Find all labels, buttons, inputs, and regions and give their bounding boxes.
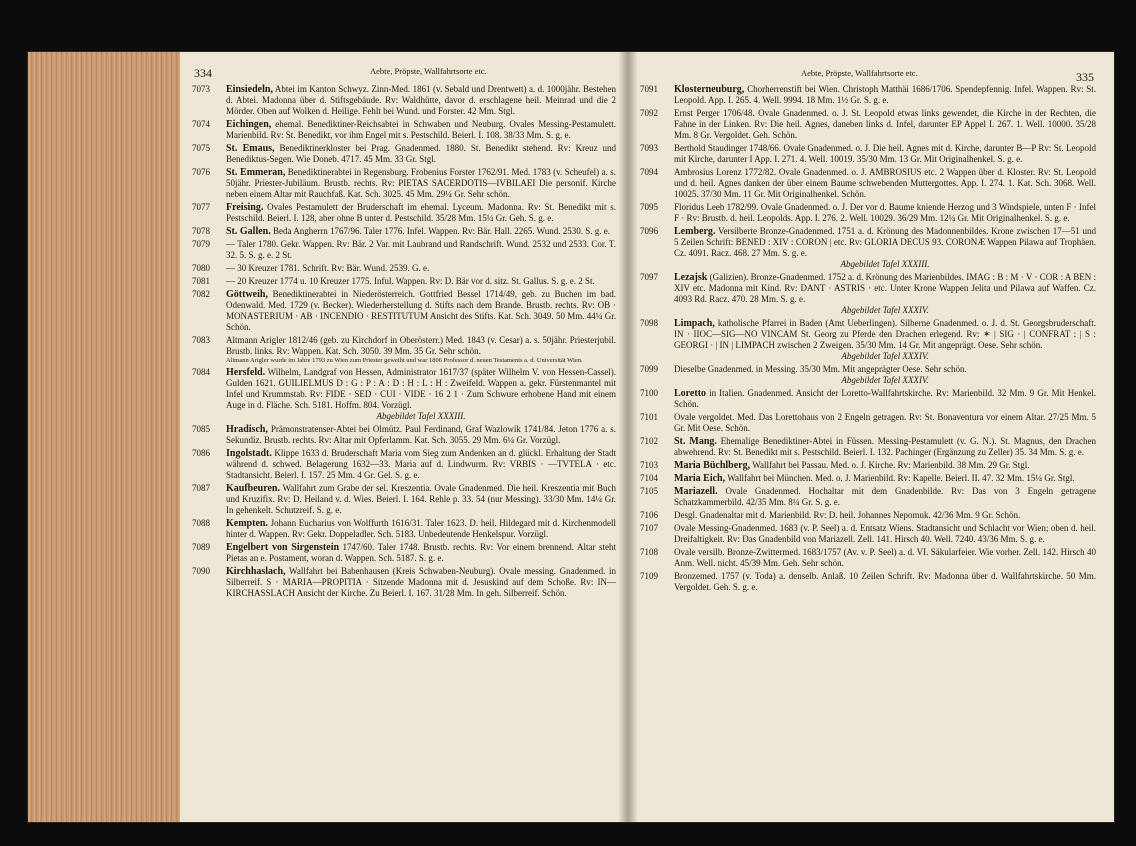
page-number: 334 bbox=[194, 66, 212, 80]
entry-body bbox=[226, 566, 616, 599]
entry-heading: Lezajsk bbox=[674, 272, 708, 283]
entry-text: Ernst Perger 1706/48. Ovale Gnadenmed. o. J. St. Leopold etwas links gewendet, die Kirche in der Rechten, die Fahne in der Linken. Rv: Die heil. Agnes, daneben links d. Infel, darunter EP Appel I. 267. 1. Well. 10000. 35/28 Mm. 8 Gr. Vergoldet. Geh. Schön. bbox=[674, 108, 1096, 140]
entry-text: Ovale vergoldet. Med. Das Lorettohaus von 2 Engeln getragen. Rv: St. Bonaventura vor einem Altar. 27/25 Mm. 5 Gr. Mit Oese. Schön. bbox=[674, 412, 1096, 433]
catalog-entry bbox=[640, 167, 1096, 200]
entry-text: Wallfahrt zum Grabe der sel. Kreszentia. Ovale Gnadenmed. Die heil. Kreszentia mit Buch und Kruzifix. Rv: D. Heiland v. d. Wies. Beierl. I. 164. Rehle p. 33. 54 (nur Messing). 33/30 Mm. 14¼ Gr. In gehenkelt. Schutzreif. S. g. e. bbox=[226, 483, 616, 515]
entry-number: 7086 bbox=[192, 448, 210, 458]
entry-body bbox=[226, 119, 616, 141]
entry-body bbox=[674, 523, 1096, 545]
entry-text: — 20 Kreuzer 1774 u. 10 Kreuzer 1775. Inful. Wappen. Rv: D. Bär vor d. sitz. St. Gallus. S. g. e. 2 St. bbox=[226, 276, 595, 286]
entry-body bbox=[674, 272, 1096, 316]
entry-heading: Göttweih, bbox=[226, 289, 268, 300]
entry-heading: St. Emaus, bbox=[226, 143, 275, 154]
catalog-entry bbox=[640, 318, 1096, 362]
catalog-entry bbox=[640, 364, 1096, 386]
entry-body bbox=[674, 460, 1096, 471]
entry-heading: Limpach, bbox=[674, 318, 715, 329]
entry-number: 7082 bbox=[192, 289, 210, 299]
entry-text: Beda Angherrn 1767/96. Taler 1776. Infel. Wappen. Rv: Bär. Hall. 2265. Wund. 2530. S. g. e. bbox=[272, 226, 610, 236]
entry-heading: Lemberg. bbox=[674, 226, 716, 237]
entry-body bbox=[674, 547, 1096, 569]
catalog-entry bbox=[192, 483, 616, 516]
plate-reference: Abgebildet Tafel XXXIV. bbox=[841, 375, 929, 385]
catalog-entry bbox=[192, 448, 616, 481]
entry-number: 7105 bbox=[640, 486, 658, 496]
entry-text: Bronzemed. 1757 (v. Toda) a. denselb. Anlaß. 10 Zeilen Schrift. Rv: Madonna über d. Wallfahrtskirche. 50 Mm. Vergoldet. Geh. S. g. e. bbox=[674, 571, 1096, 592]
catalog-entry bbox=[192, 239, 616, 261]
entry-text: — 30 Kreuzer 1781. Schrift. Rv: Bär. Wund. 2539. G. e. bbox=[226, 263, 430, 273]
plate-reference: Abgebildet Tafel XXXIV. bbox=[841, 351, 929, 361]
entry-body bbox=[674, 364, 1096, 386]
entry-body bbox=[674, 473, 1096, 484]
entry-text: Prämonstratenser-Abtei bei Olmütz. Paul Ferdinand, Graf Wazlowik 1741/84. Jeton 1776 a. s. Sekundiz. Brustb. rechts. Rv: Altar mit Opferlamm. Kat. Sch. 3055. 29 Mm. 6¼ Gr. Vorzügl. bbox=[226, 424, 616, 445]
entry-text: Abtei im Kanton Schwyz. Zinn-Med. 1861 (v. Sebald und Drentwett) a. d. 1000jähr. Bestehen d. Abtei. Madonna über d. Stiftsgebäude. Rv: Waldhütte, davor d. erschlagene heil. Meinrad und die 2 Mörder. Oben auf Wolken d. Heilige. Fehlt bei Wund. und Forster. 42 Mm. Stgl. bbox=[226, 84, 616, 116]
catalog-entry bbox=[192, 276, 616, 287]
entry-text: Versilberte Bronze-Gnadenmed. 1751 a. d. Krönung des Madonnenbildes. Krone zwischen 17—51 und 5 Zeilen Schrift: BENED : XIV : CORON | etc. Rv: GLORIA DECUS 93. CORONÆ Wappen Pilawa auf Trophäen. Cz. 4091. Racz. 468. 27 Mm. S. g. e. bbox=[674, 226, 1096, 258]
entry-heading: Kaufbeuren. bbox=[226, 483, 280, 494]
catalog-entry bbox=[640, 436, 1096, 458]
entry-number: 7084 bbox=[192, 367, 210, 377]
catalog-entry bbox=[640, 272, 1096, 316]
entry-number: 7095 bbox=[640, 202, 658, 212]
entry-text: Benediktinerabtei in Regensburg. Frobenius Forster 1762/91. Med. 1783 (v. Scheufel) a. s. 50jähr. Priester-Jubiläum. Brustb. rechts. Rv: PIETAS SACERDOTIS—IVBILAEI Die personif. Kirche neben einem Altar mit Rauchfaß. Kat. Sch. 3025. 45 Mm. 29¼ Gr. Sehr schön. bbox=[226, 167, 616, 199]
entry-text: 1747/60. Taler 1748. Brustb. rechts. Rv: Vor einem brennend. Altar steht Pietas an e. Postament, woran d. Wappen. Sch. 5187. S. g. e. bbox=[226, 542, 617, 563]
entry-body bbox=[226, 263, 616, 274]
left-page bbox=[180, 52, 626, 822]
entry-number: 7107 bbox=[640, 523, 658, 533]
catalog-entry bbox=[640, 388, 1096, 410]
book-gutter bbox=[618, 52, 638, 822]
entry-footnote: Altmann Arigler wurde im Jahre 1793 zu Wien zum Priester geweiht und war 1806 Professor d. neuen Testaments a. d. Universität Wien. bbox=[226, 357, 583, 364]
entry-text: Dieselbe Gnadenmed. in Messing. 35/30 Mm. Mit angeprägter Oese. Sehr schön. bbox=[674, 364, 967, 374]
entry-body bbox=[226, 276, 616, 287]
entry-body bbox=[226, 226, 616, 237]
catalog-entry bbox=[640, 486, 1096, 508]
entry-number: 7077 bbox=[192, 202, 210, 212]
catalog-entry bbox=[192, 367, 616, 422]
catalog-entry bbox=[192, 518, 616, 540]
catalog-entry bbox=[192, 84, 616, 117]
entry-text: Ovales Pestamulett der Bruderschaft im ehemal. Lyceum. Madonna. Rv: St. Benedikt mit s. Pestschild. Beierl. I. 128, aber ohne B unter d. Pestschild. 35/28 Mm. 15¼ Gr. Geh. S. g. e. bbox=[226, 202, 617, 223]
catalog-entry bbox=[640, 143, 1096, 165]
catalog-entry bbox=[192, 202, 616, 224]
entry-number: 7091 bbox=[640, 84, 658, 94]
catalog-entries bbox=[192, 84, 616, 601]
entry-body bbox=[674, 143, 1096, 165]
entry-text: (Galizien). Bronze-Gnadenmed. 1752 a. d. Krönung des Marienbildes. IMAG : B : M · V · COR : A BEN : XIV etc. Madonna mit Kind. Rv: DANT · ASTRIS · etc. Unter Krone Wappen Jelita und Pilawa auf Waffen. Cz. 4093 Rd. Racz. 470. 28 Mm. S. g. e. bbox=[674, 272, 1096, 304]
entry-number: 7090 bbox=[192, 566, 210, 576]
entry-number: 7097 bbox=[640, 272, 658, 282]
entry-body bbox=[226, 202, 616, 224]
running-header: Aebte, Pröpste, Wallfahrtsorte etc. bbox=[801, 68, 918, 78]
entry-number: 7104 bbox=[640, 473, 658, 483]
entry-number: 7085 bbox=[192, 424, 210, 434]
entry-body bbox=[226, 448, 616, 481]
entry-text: Ovale Messing-Gnadenmed. 1683 (v. P. Seel) a. d. Entsatz Wiens. Stadtansicht und Schlacht vor Wien; oben d. heil. Dreifaltigkeit. Rv: Das Gnadenbild von Mariazell. Zell. 141. Hirsch 40. Well. 7240. 43/36 Mm. S. g. e. bbox=[674, 523, 1096, 544]
entry-number: 7073 bbox=[192, 84, 210, 94]
entry-text: Desgl. Gnadenaltar mit d. Marienbild. Rv: D. heil. Johannes Nepomuk. 42/36 Mm. 9 Gr. Schön. bbox=[674, 510, 1021, 520]
entry-number: 7099 bbox=[640, 364, 658, 374]
entry-number: 7096 bbox=[640, 226, 658, 236]
entry-body bbox=[674, 318, 1096, 362]
catalog-entry bbox=[640, 473, 1096, 484]
entry-number: 7081 bbox=[192, 276, 210, 286]
entry-body bbox=[674, 167, 1096, 200]
entry-text: Wallfahrt bei Passau. Med. o. J. Kirche. Rv: Marienbild. 38 Mm. 29 Gr. Stgl. bbox=[752, 460, 1030, 470]
entry-number: 7089 bbox=[192, 542, 210, 552]
entry-heading: St. Mang. bbox=[674, 436, 717, 447]
entry-body bbox=[674, 84, 1096, 106]
entry-number: 7076 bbox=[192, 167, 210, 177]
entry-text: Floridus Leeb 1782/99. Ovale Gnadenmed. o. J. Der vor d. Baume kniende Herzog und 3 Windspiele, unten F · Infel F · Rv: Brustb. d. heil. Leopolds. App. I. 276. 2. Well. 10029. 36/29 Mm. 12¼ Gr. Mit Originalhenkel. S. g. e. bbox=[674, 202, 1096, 223]
entry-heading: Klosterneuburg, bbox=[674, 84, 745, 95]
entry-body bbox=[674, 388, 1096, 410]
entry-number: 7088 bbox=[192, 518, 210, 528]
entry-number: 7102 bbox=[640, 436, 658, 446]
entry-number: 7092 bbox=[640, 108, 658, 118]
entry-body bbox=[674, 571, 1096, 593]
entry-heading: Engelbert von Sirgenstein bbox=[226, 542, 340, 553]
entry-text: Ovale Gnadenmed. Hochaltar mit dem Gnadenbilde. Rv: Das von 3 Engeln getragene Schatzkammerbild. 42/35 Mm. 8¼ Gr. S. g. e. bbox=[674, 486, 1096, 507]
entry-heading: Maria Eich, bbox=[674, 473, 726, 484]
entry-text: in Italien. Gnadenmed. Ansicht der Loretto-Wallfahrtskirche. Rv: Marienbild. 32 Mm. 9 Gr. Mit Henkel. Schön. bbox=[674, 388, 1096, 409]
entry-body bbox=[226, 239, 616, 261]
entry-heading: Mariazell. bbox=[674, 486, 718, 497]
entry-heading: St. Emmeran, bbox=[226, 167, 286, 178]
entry-text: Benediktinerkloster bei Prag. Gnadenmed. 1880. St. Benedikt stehend. Rv: Kreuz und Benediktus-Segen. Wie Doneb. 4717. 45 Mm. 33 Gr. Stgl. bbox=[226, 143, 616, 164]
entry-heading: Loretto bbox=[674, 388, 707, 399]
entry-number: 7103 bbox=[640, 460, 658, 470]
running-header: Aebte, Pröpste, Wallfahrtsorte etc. bbox=[370, 66, 487, 76]
entry-number: 7078 bbox=[192, 226, 210, 236]
catalog-entries bbox=[640, 84, 1096, 595]
catalog-entry bbox=[640, 108, 1096, 141]
entry-text: Ambrosius Lorenz 1772/82. Ovale Gnadenmed. o. J. AMBROSIUS etc. 2 Wappen über d. Kloster. Rv: St. Leopold und d. heil. Agnes danken der über einem Baume schwebenden Muttergottes. App. I. 274. 1. Kat. Sch. 3068. Well. 10025. 37/30 Mm. 11 Gr. Mit Originalhenkel. Schön. bbox=[674, 167, 1096, 199]
entry-body bbox=[674, 108, 1096, 141]
catalog-entry bbox=[640, 571, 1096, 593]
entry-body bbox=[674, 202, 1096, 224]
page-number: 335 bbox=[1076, 70, 1094, 84]
entry-body bbox=[674, 510, 1096, 521]
entry-body bbox=[226, 518, 616, 540]
catalog-entry bbox=[640, 84, 1096, 106]
catalog-entry bbox=[192, 424, 616, 446]
entry-text: Berthold Staudinger 1748/66. Ovale Gnadenmed. o. J. Die heil. Agnes mit d. Kirche, darunter B—P Rv: St. Leopold mit Kirche, darunter I App. I. 271. 4. Well. 10019. 35/30 Mm. 13 Gr. Mit Originalhenkel. S. g. e. bbox=[674, 143, 1096, 164]
entry-number: 7094 bbox=[640, 167, 658, 177]
entry-text: — Taler 1780. Gekr. Wappen. Rv: Bär. 2 Var. mit Laubrand und Randschrift. Wund. 2532 und 2533. Cor. T. 32. 5. S. g. e. 2 St. bbox=[226, 239, 616, 260]
entry-number: 7108 bbox=[640, 547, 658, 557]
book-spread bbox=[28, 52, 1114, 822]
catalog-entry bbox=[640, 510, 1096, 521]
entry-number: 7109 bbox=[640, 571, 658, 581]
entry-number: 7083 bbox=[192, 335, 210, 345]
entry-number: 7106 bbox=[640, 510, 658, 520]
entry-body bbox=[674, 412, 1096, 434]
entry-number: 7098 bbox=[640, 318, 658, 328]
entry-text: Wallfahrt bei Babenhausen (Kreis Schwaben-Neuburg). Ovale messing. Gnadenmed. in Silberreif. S · MARIA—PROPITIA · Sitzende Madonna mit d. Jesuskind auf dem Schoße. Rv: IN—KIRCHASSLACH Ansicht der Kirche. Zu Beierl. I. 167. 31/28 Mm. In geh. Silberreif. Schön. bbox=[226, 566, 617, 598]
entry-heading: Kirchhaslach, bbox=[226, 566, 286, 577]
entry-text: katholische Pfarrei in Baden (Amt Ueberlingen). Silberne Gnadenmed. o. J. d. St. Georgsbruderschaft. IN · IIOC—SIG—NO VINCAM St. Georg zu Pferde den Drachen erlegend. Rv: ✶ | SIG · | CONFRAT : | S : GEORGI · | IN | LIMPACH zwischen 2 Zweigen. 35/30 Mm. 14 Gr. Mit angeprägt. Oese. Sehr schön. bbox=[674, 318, 1096, 350]
entry-heading: Eichingen, bbox=[226, 119, 272, 130]
entry-body bbox=[226, 483, 616, 516]
catalog-entry bbox=[640, 523, 1096, 545]
entry-body bbox=[226, 335, 616, 365]
book-page-edges bbox=[28, 52, 180, 822]
entry-number: 7075 bbox=[192, 143, 210, 153]
entry-text: Wallfahrt bei München. Med. o. J. Marienbild. Rv: Kapelle. Beierl. II. 47. 32 Mm. 15¼ Gr. Stgl. bbox=[727, 473, 1075, 483]
catalog-entry bbox=[192, 167, 616, 200]
entry-heading: Freising. bbox=[226, 202, 264, 213]
plate-reference: Abgebildet Tafel XXXIII. bbox=[840, 259, 930, 269]
entry-body bbox=[226, 367, 616, 422]
entry-heading: Einsiedeln, bbox=[226, 84, 273, 95]
entry-heading: Hersfeld. bbox=[226, 367, 266, 378]
catalog-entry bbox=[640, 412, 1096, 434]
plate-reference: Abgebildet Tafel XXXIV. bbox=[841, 305, 929, 315]
catalog-entry bbox=[192, 335, 616, 365]
entry-number: 7079 bbox=[192, 239, 210, 249]
entry-text: Altmann Arigler 1812/46 (geb. zu Kirchdorf in Oberösterr.) Med. 1843 (v. Cesar) a. s. 50jähr. Priesterjubil. Brustb. links. Rv: Wappen. Kat. Sch. 3050. 39 Mm. 35 Gr. Sehr schön. bbox=[226, 335, 616, 356]
entry-heading: Kempten. bbox=[226, 518, 268, 529]
catalog-entry bbox=[192, 119, 616, 141]
entry-text: ehemal. Benediktiner-Reichsabtei in Schwaben und Neuburg. Ovales Messing-Pestamulett. Marienbild. Rv: St. Benedikt, vor ihm Engel mit s. Pestschild. Beierl. I. 108. 38/33 Mm. S. g. e. bbox=[226, 119, 616, 140]
entry-body bbox=[226, 84, 616, 117]
right-page bbox=[626, 52, 1114, 822]
entry-text: Benediktinerabtei in Niederösterreich. Gottfried Bessel 1714/49, geb. zu Buchen im bad. Odenwald. Med. 1729 (v. Becker). Wiederherstellung d. Stifts nach dem Brande. Brustb. rechts. Rv: OB · MONASTERIUM · AB · INCENDIO · RESTITUTUM Ansicht des Stifts. Kat. Sch. 3049. 50 Mm. 44¼ Gr. Schön. bbox=[226, 289, 616, 332]
catalog-entry bbox=[192, 566, 616, 599]
catalog-entry bbox=[192, 289, 616, 333]
entry-body bbox=[674, 436, 1096, 458]
entry-number: 7101 bbox=[640, 412, 658, 422]
entry-body bbox=[674, 226, 1096, 270]
catalog-entry bbox=[192, 542, 616, 564]
entry-heading: Ingolstadt. bbox=[226, 448, 272, 459]
catalog-entry bbox=[192, 143, 616, 165]
entry-body bbox=[226, 289, 616, 333]
catalog-entry bbox=[192, 263, 616, 274]
entry-text: Wilhelm, Landgraf von Hessen, Administrator 1617/37 (später Wilhelm V. von Hessen-Cassel). Gulden 1621. GUILIELMUS D : G : P : A : D : H : L : H : Zweifeld. Wappen a. gekr. Fürstenmantel mit Infel und Krummstab. Rv: FIDE · SED · CUI · VIDE · 16 2 1 · Zum Schwure erhobene Hand mit einem Auge in d. Fläche. Sch. 5181. Hoffm. 804. Vorzügl. bbox=[226, 367, 616, 410]
entry-text: Ovale versilb. Bronze-Zwittermed. 1683/1757 (Av. v. P. Seel) a. d. VI. Säkularfeier. Wie vorher. Zell. 142. Hirsch 40 Anm. Well. nicht. 45/39 Mm. Geh. Sehr schön. bbox=[674, 547, 1096, 568]
entry-number: 7087 bbox=[192, 483, 210, 493]
plate-reference: Abgebildet Tafel XXXIII. bbox=[376, 411, 466, 421]
entry-heading: Maria Büchlberg, bbox=[674, 460, 751, 471]
entry-heading: Hradisch, bbox=[226, 424, 268, 435]
entry-body bbox=[226, 424, 616, 446]
catalog-entry bbox=[640, 202, 1096, 224]
entry-body bbox=[226, 167, 616, 200]
entry-text: Ehemalige Benediktiner-Abtei in Füssen. Messing-Pestamulett (v. G. N.). St. Magnus, den Drachen abwehrend. Rv: St. Benedikt mit s. Pestschild. Beierl. I. 132. Pachinger (Ergänzung zu Zeller) 35. 34 Mm. S. g. e. bbox=[674, 436, 1096, 457]
catalog-entry bbox=[192, 226, 616, 237]
entry-text: Johann Eucharius von Wolffurth 1616/31. Taler 1623. D. heil. Hildegard mit d. Kirchenmodell hinter d. Wappen. Rv: Gekr. Doppeladler. Sch. 5183. Unbedeutende Henkelspur. Vorzügl. bbox=[226, 518, 616, 539]
catalog-entry bbox=[640, 547, 1096, 569]
entry-body bbox=[674, 486, 1096, 508]
entry-body bbox=[226, 542, 616, 564]
catalog-entry bbox=[640, 226, 1096, 270]
entry-number: 7074 bbox=[192, 119, 210, 129]
entry-number: 7080 bbox=[192, 263, 210, 273]
entry-text: Chorherrenstift bei Wien. Christoph Matthäi 1686/1706. Spendepfennig. Infel. Wappen. Rv: St. Leopold. App. I. 265. 4. Well. 9994. 18 Mm. 1½ Gr. S. g. e. bbox=[674, 84, 1097, 105]
entry-number: 7100 bbox=[640, 388, 658, 398]
entry-heading: St. Gallen. bbox=[226, 226, 271, 237]
entry-text: Klippe 1633 d. Bruderschaft Maria vom Sieg zum Andenken an d. glückl. Erhaltung der Stadt während d. schwed. Belagerung 1632—33. Maria auf d. Lindwurm. Rv: VRBIS · —TVTELA · etc. Stadtansicht. Beierl. I. 157. 25 Mm. 4 Gr. Gel. S. g. e. bbox=[226, 448, 616, 480]
entry-body bbox=[226, 143, 616, 165]
catalog-entry bbox=[640, 460, 1096, 471]
entry-number: 7093 bbox=[640, 143, 658, 153]
